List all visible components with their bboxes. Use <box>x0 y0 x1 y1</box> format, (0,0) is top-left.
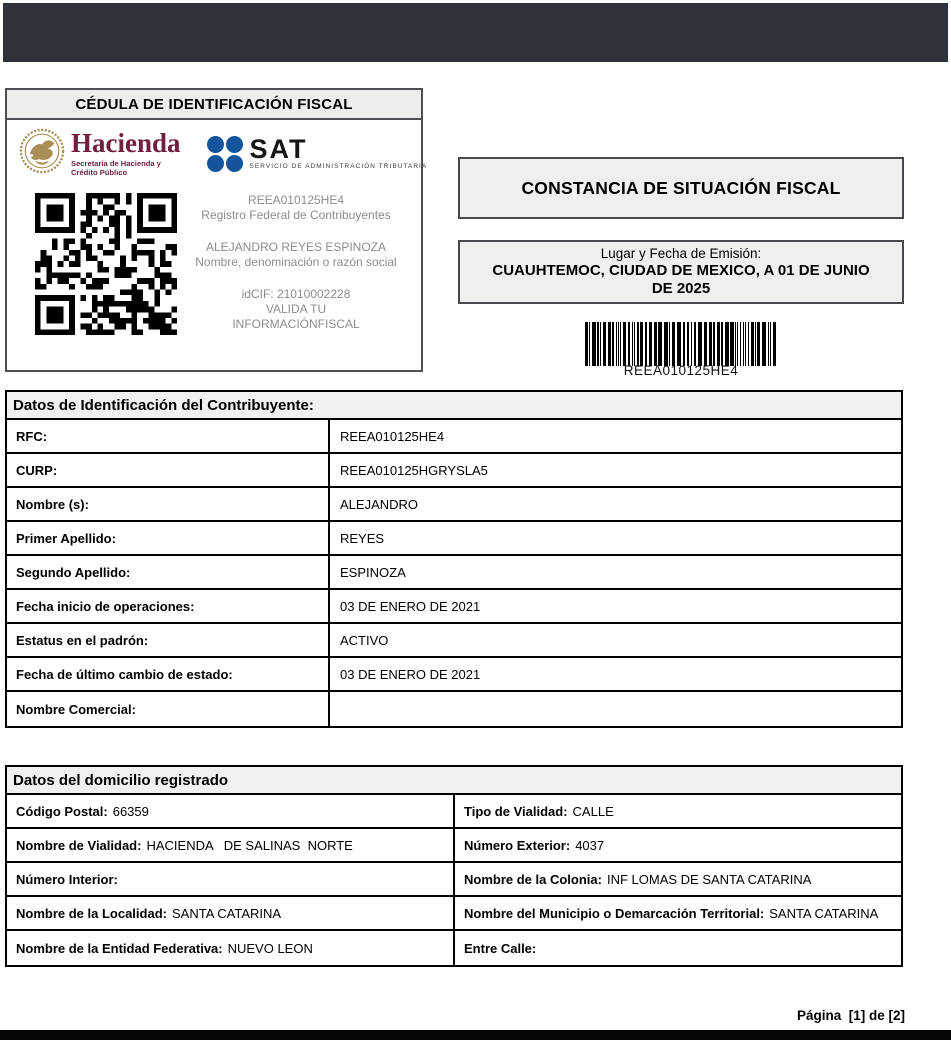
hacienda-logo <box>19 128 181 179</box>
table-row <box>7 590 901 624</box>
valida-line2: INFORMACIÓNFISCAL <box>232 317 360 331</box>
sat-dots-icon <box>207 136 243 172</box>
table-row <box>7 795 901 829</box>
cell-codigo-postal: Código Postal: 66359 <box>7 795 455 827</box>
row-value: ALEJANDRO <box>340 496 419 512</box>
sat-subtitle: SERVICIO DE ADMINISTRACIÓN TRIBUTARIA <box>249 163 428 170</box>
cell-nombre-localidad: Nombre de la Localidad: SANTA CATARINA <box>7 897 455 929</box>
table-row <box>7 897 901 931</box>
domicilio-table <box>5 765 903 967</box>
contribuyente-nombre: ALEJANDRO REYES ESPINOZA <box>205 240 387 254</box>
idcif-value: idCIF: 21010002228 <box>241 287 351 301</box>
barcode <box>585 322 777 378</box>
table-row <box>7 420 901 454</box>
table-row <box>7 488 901 522</box>
row-label: Nombre Comercial: <box>7 692 330 726</box>
valida-line1: VALIDA TU <box>265 302 327 316</box>
cedula-card <box>5 88 428 372</box>
row-value: ESPINOZA <box>340 564 406 580</box>
domicilio-table-title: Datos del domicilio registrado <box>7 767 901 795</box>
constancia-title: CONSTANCIA DE SITUACIÓN FISCAL <box>521 177 841 198</box>
sat-wordmark: SAT <box>249 134 308 164</box>
rfc-value: REEA010125HE4 <box>247 193 345 207</box>
hacienda-eagle-seal-icon <box>19 128 65 179</box>
row-label: Primer Apellido: <box>7 522 330 554</box>
hacienda-wordmark: Hacienda <box>71 128 181 158</box>
table-row <box>7 624 901 658</box>
hacienda-subtitle: Secretaría de Hacienda y Crédito Público <box>71 159 161 177</box>
row-label: Estatus en el padrón: <box>7 624 330 656</box>
table-row <box>7 556 901 590</box>
row-label: Segundo Apellido: <box>7 556 330 588</box>
rfc-caption: Registro Federal de Contribuyentes <box>201 208 391 222</box>
row-label: RFC: <box>7 420 330 452</box>
row-value: REEA010125HGRYSLA5 <box>340 462 488 478</box>
logo-row <box>7 120 428 182</box>
table-row <box>7 522 901 556</box>
cell-nombre-vialidad: Nombre de Vialidad: HACIENDA DE SALINAS NORTE <box>7 829 455 861</box>
constancia-title-box <box>458 157 904 219</box>
table-row <box>7 658 901 692</box>
row-value <box>330 692 901 726</box>
table-row <box>7 454 901 488</box>
emision-value: CUAUHTEMOC, CIUDAD DE MEXICO, A 01 DE JUNIO DE 2025 <box>492 262 870 297</box>
row-label: Nombre (s): <box>7 488 330 520</box>
nombre-caption: Nombre, denominación o razón social <box>195 255 397 269</box>
row-label: Fecha de último cambio de estado: <box>7 658 330 690</box>
qr-info-panel <box>177 193 415 335</box>
table-row <box>7 863 901 897</box>
qr-code <box>35 193 177 335</box>
cell-numero-exterior: Número Exterior: 4037 <box>464 837 605 853</box>
identificacion-table-title: Datos de Identificación del Contribuyente: <box>7 392 901 420</box>
row-label: CURP: <box>7 454 330 486</box>
cell-municipio: Nombre del Municipio o Demarcación Territorial: SANTA CATARINA <box>464 905 879 921</box>
table-row <box>7 931 901 965</box>
row-value: ACTIVO <box>340 632 389 648</box>
row-value: 03 DE ENERO DE 2021 <box>340 666 481 682</box>
qr-section <box>7 182 421 335</box>
row-value: 03 DE ENERO DE 2021 <box>340 598 481 614</box>
row-value: REYES <box>340 530 385 546</box>
viewer-top-toolbar <box>3 3 948 62</box>
cell-entre-calle: Entre Calle: <box>464 940 537 956</box>
bottom-page-divider <box>0 1030 951 1040</box>
hacienda-logo-text <box>71 130 181 177</box>
cell-numero-interior: Número Interior: <box>7 863 455 895</box>
emision-label: Lugar y Fecha de Emisión: <box>600 246 762 261</box>
table-row <box>7 692 901 726</box>
sat-logo-text <box>249 134 428 170</box>
emision-box <box>458 240 904 304</box>
barcode-label: REEA010125HE4 <box>623 363 739 378</box>
row-label: Fecha inicio de operaciones: <box>7 590 330 622</box>
row-value: REEA010125HE4 <box>340 428 445 444</box>
table-row <box>7 829 901 863</box>
cedula-title: CÉDULA DE IDENTIFICACIÓN FISCAL <box>7 90 421 120</box>
sat-logo <box>207 136 428 172</box>
cell-entidad-federativa: Nombre de la Entidad Federativa: NUEVO LEON <box>7 931 455 965</box>
page-number: Página [1] de [2] <box>796 1008 905 1023</box>
identificacion-table <box>5 390 903 728</box>
cell-tipo-vialidad: Tipo de Vialidad: CALLE <box>464 803 614 819</box>
cell-nombre-colonia: Nombre de la Colonia: INF LOMAS DE SANTA CATARINA <box>464 871 812 887</box>
